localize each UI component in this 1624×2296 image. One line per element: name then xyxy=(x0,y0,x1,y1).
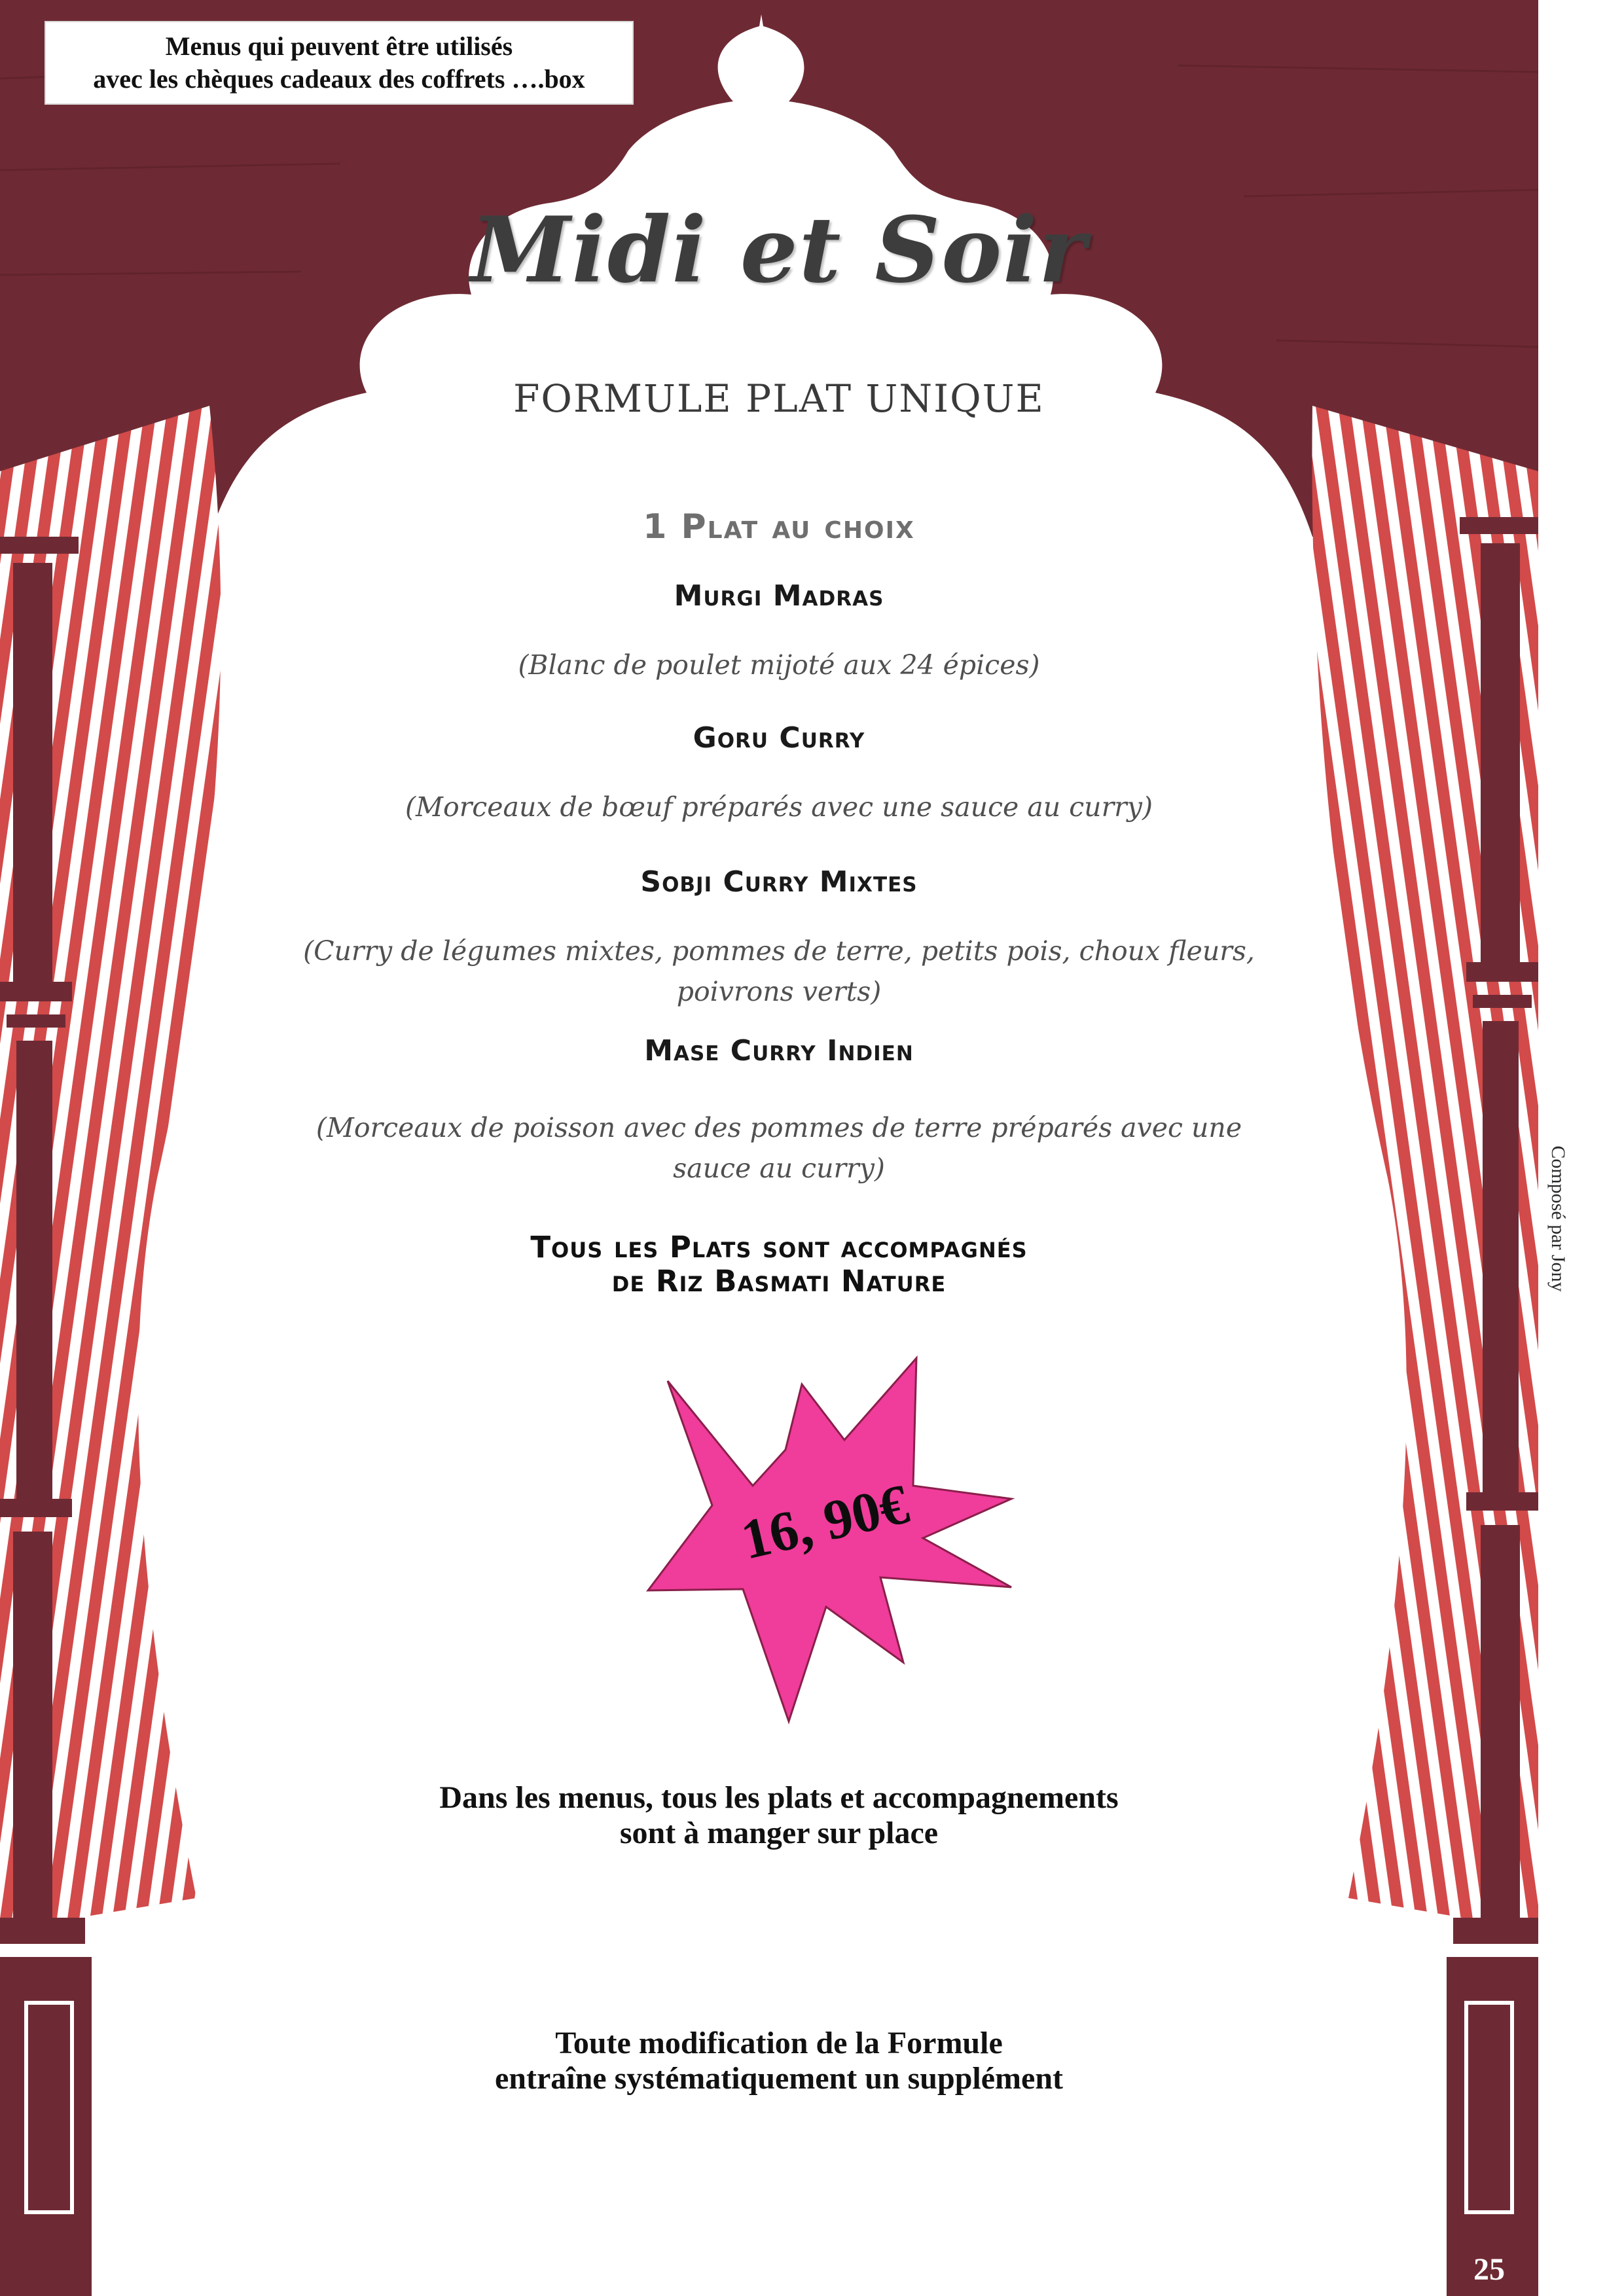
dish-description: (Blanc de poulet mijoté aux 24 épices) xyxy=(518,649,1040,681)
dish-name: Sobji Curry Mixtes xyxy=(640,865,918,899)
dish-name: Goru Curry xyxy=(693,721,865,755)
side-credit: Composé par Jony xyxy=(1547,1145,1569,1292)
dish-name: Mase Curry Indien xyxy=(644,1034,914,1067)
accompaniment-line-1: Tous les Plats sont accompagnés xyxy=(530,1230,1028,1265)
modification-note xyxy=(288,2026,1270,2096)
price-label: 16, 90€ xyxy=(735,1472,914,1571)
notice-line-1: Menus qui peuvent être utilisés xyxy=(165,31,513,61)
dish-description-cont: sauce au curry) xyxy=(673,1153,885,1184)
onsite-line-1: Dans les menus, tous les plats et accompagnements xyxy=(439,1780,1119,1815)
dish-name: Murgi Madras xyxy=(674,579,884,613)
dish-description: (Curry de légumes mixtes, pommes de terre, petits pois, choux fleurs, xyxy=(303,935,1255,967)
accompaniment-note xyxy=(288,1230,1270,1299)
modification-line-1: Toute modification de la Formule xyxy=(555,2026,1003,2060)
dish-description: (Morceaux de bœuf préparés avec une sauce au curry) xyxy=(405,791,1153,823)
modification-line-2: entraîne systématiquement un supplément xyxy=(494,2061,1063,2096)
notice-line-2: avec les chèques cadeaux des coffrets ….box xyxy=(93,64,585,94)
page-title: Midi et Soir xyxy=(470,196,1088,303)
gift-voucher-notice xyxy=(45,21,634,105)
formule-heading: FORMULE PLAT UNIQUE xyxy=(513,376,1045,421)
dish-description: (Morceaux de poisson avec des pommes de terre préparés avec une xyxy=(316,1112,1242,1143)
dish-description-cont: poivrons verts) xyxy=(676,976,882,1007)
page-number: 25 xyxy=(1473,2252,1505,2287)
onsite-line-2: sont à manger sur place xyxy=(619,1816,939,1850)
accompaniment-line-2: de Riz Basmati Nature xyxy=(611,1264,947,1299)
choice-heading: 1 Plat au choix xyxy=(643,507,915,547)
onsite-note xyxy=(288,1780,1270,1851)
